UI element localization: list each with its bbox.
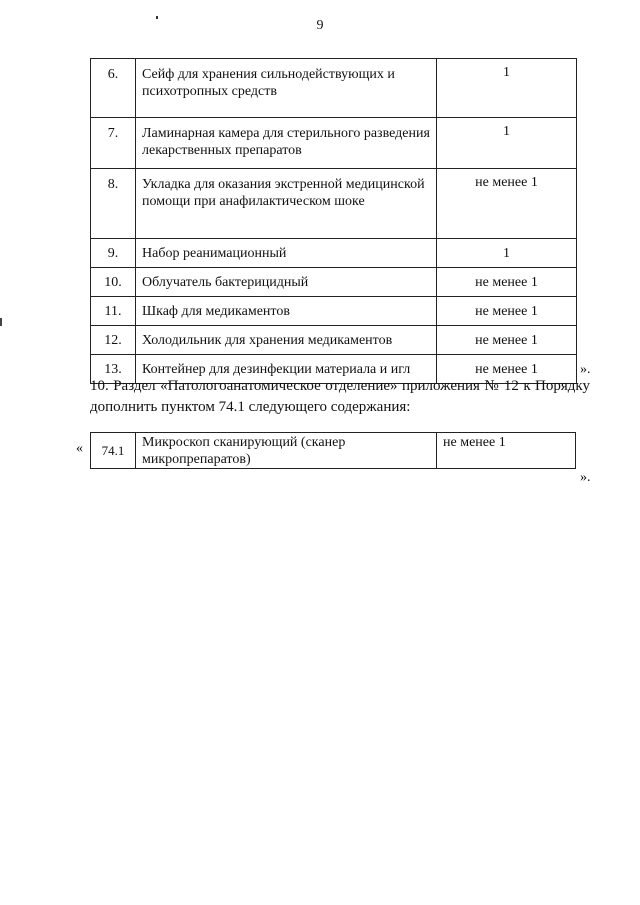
amendment-paragraph: 10. Раздел «Патологоанатомическое отделение» приложения № 12 к Порядку дополнить пунктом 74.1 следующего содержания: <box>90 378 590 415</box>
row-name: Сейф для хранения сильнодействующих и психотропных средств <box>136 59 437 118</box>
opening-quote: « <box>76 441 83 456</box>
row-quantity: не менее 1 <box>437 355 577 384</box>
row-quantity: не менее 1 <box>437 297 577 326</box>
row-number: 9. <box>91 239 136 268</box>
row-name: Укладка для оказания экстренной медицинской помощи при анафилактическом шоке <box>136 169 437 239</box>
table-row <box>91 433 576 469</box>
page-number: 9 <box>316 18 324 33</box>
table-row <box>91 239 577 268</box>
row-quantity: 1 <box>437 59 577 118</box>
row-name: Контейнер для дезинфекции материала и игл <box>136 355 437 384</box>
table-row <box>91 268 577 297</box>
scan-edge-mark <box>0 318 2 326</box>
scan-speck <box>156 16 158 19</box>
table-row <box>91 326 577 355</box>
row-name: Холодильник для хранения медикаментов <box>136 326 437 355</box>
table-row <box>91 118 577 169</box>
row-number: 7. <box>91 118 136 169</box>
row-number: 6. <box>91 59 136 118</box>
row-quantity: не менее 1 <box>437 169 577 239</box>
row-name: Облучатель бактерицидный <box>136 268 437 297</box>
equipment-table <box>90 58 577 384</box>
row-quantity: не менее 1 <box>437 326 577 355</box>
row-name: Набор реанимационный <box>136 239 437 268</box>
table-row <box>91 169 577 239</box>
inserted-row-table <box>90 432 576 469</box>
closing-quote: ». <box>580 470 591 485</box>
row-quantity: не менее 1 <box>437 268 577 297</box>
row-number: 74.1 <box>91 433 136 469</box>
row-quantity: не менее 1 <box>437 433 576 469</box>
row-number: 13. <box>91 355 136 384</box>
row-name: Шкаф для медикаментов <box>136 297 437 326</box>
table-row <box>91 297 577 326</box>
table-row <box>91 59 577 118</box>
row-quantity: 1 <box>437 239 577 268</box>
row-number: 8. <box>91 169 136 239</box>
row-number: 10. <box>91 268 136 297</box>
row-name: Микроскоп сканирующий (сканер микропрепаратов) <box>136 433 437 469</box>
row-quantity: 1 <box>437 118 577 169</box>
row-number: 11. <box>91 297 136 326</box>
row-number: 12. <box>91 326 136 355</box>
row-name: Ламинарная камера для стерильного разведения лекарственных препаратов <box>136 118 437 169</box>
closing-quote: ». <box>580 362 591 377</box>
